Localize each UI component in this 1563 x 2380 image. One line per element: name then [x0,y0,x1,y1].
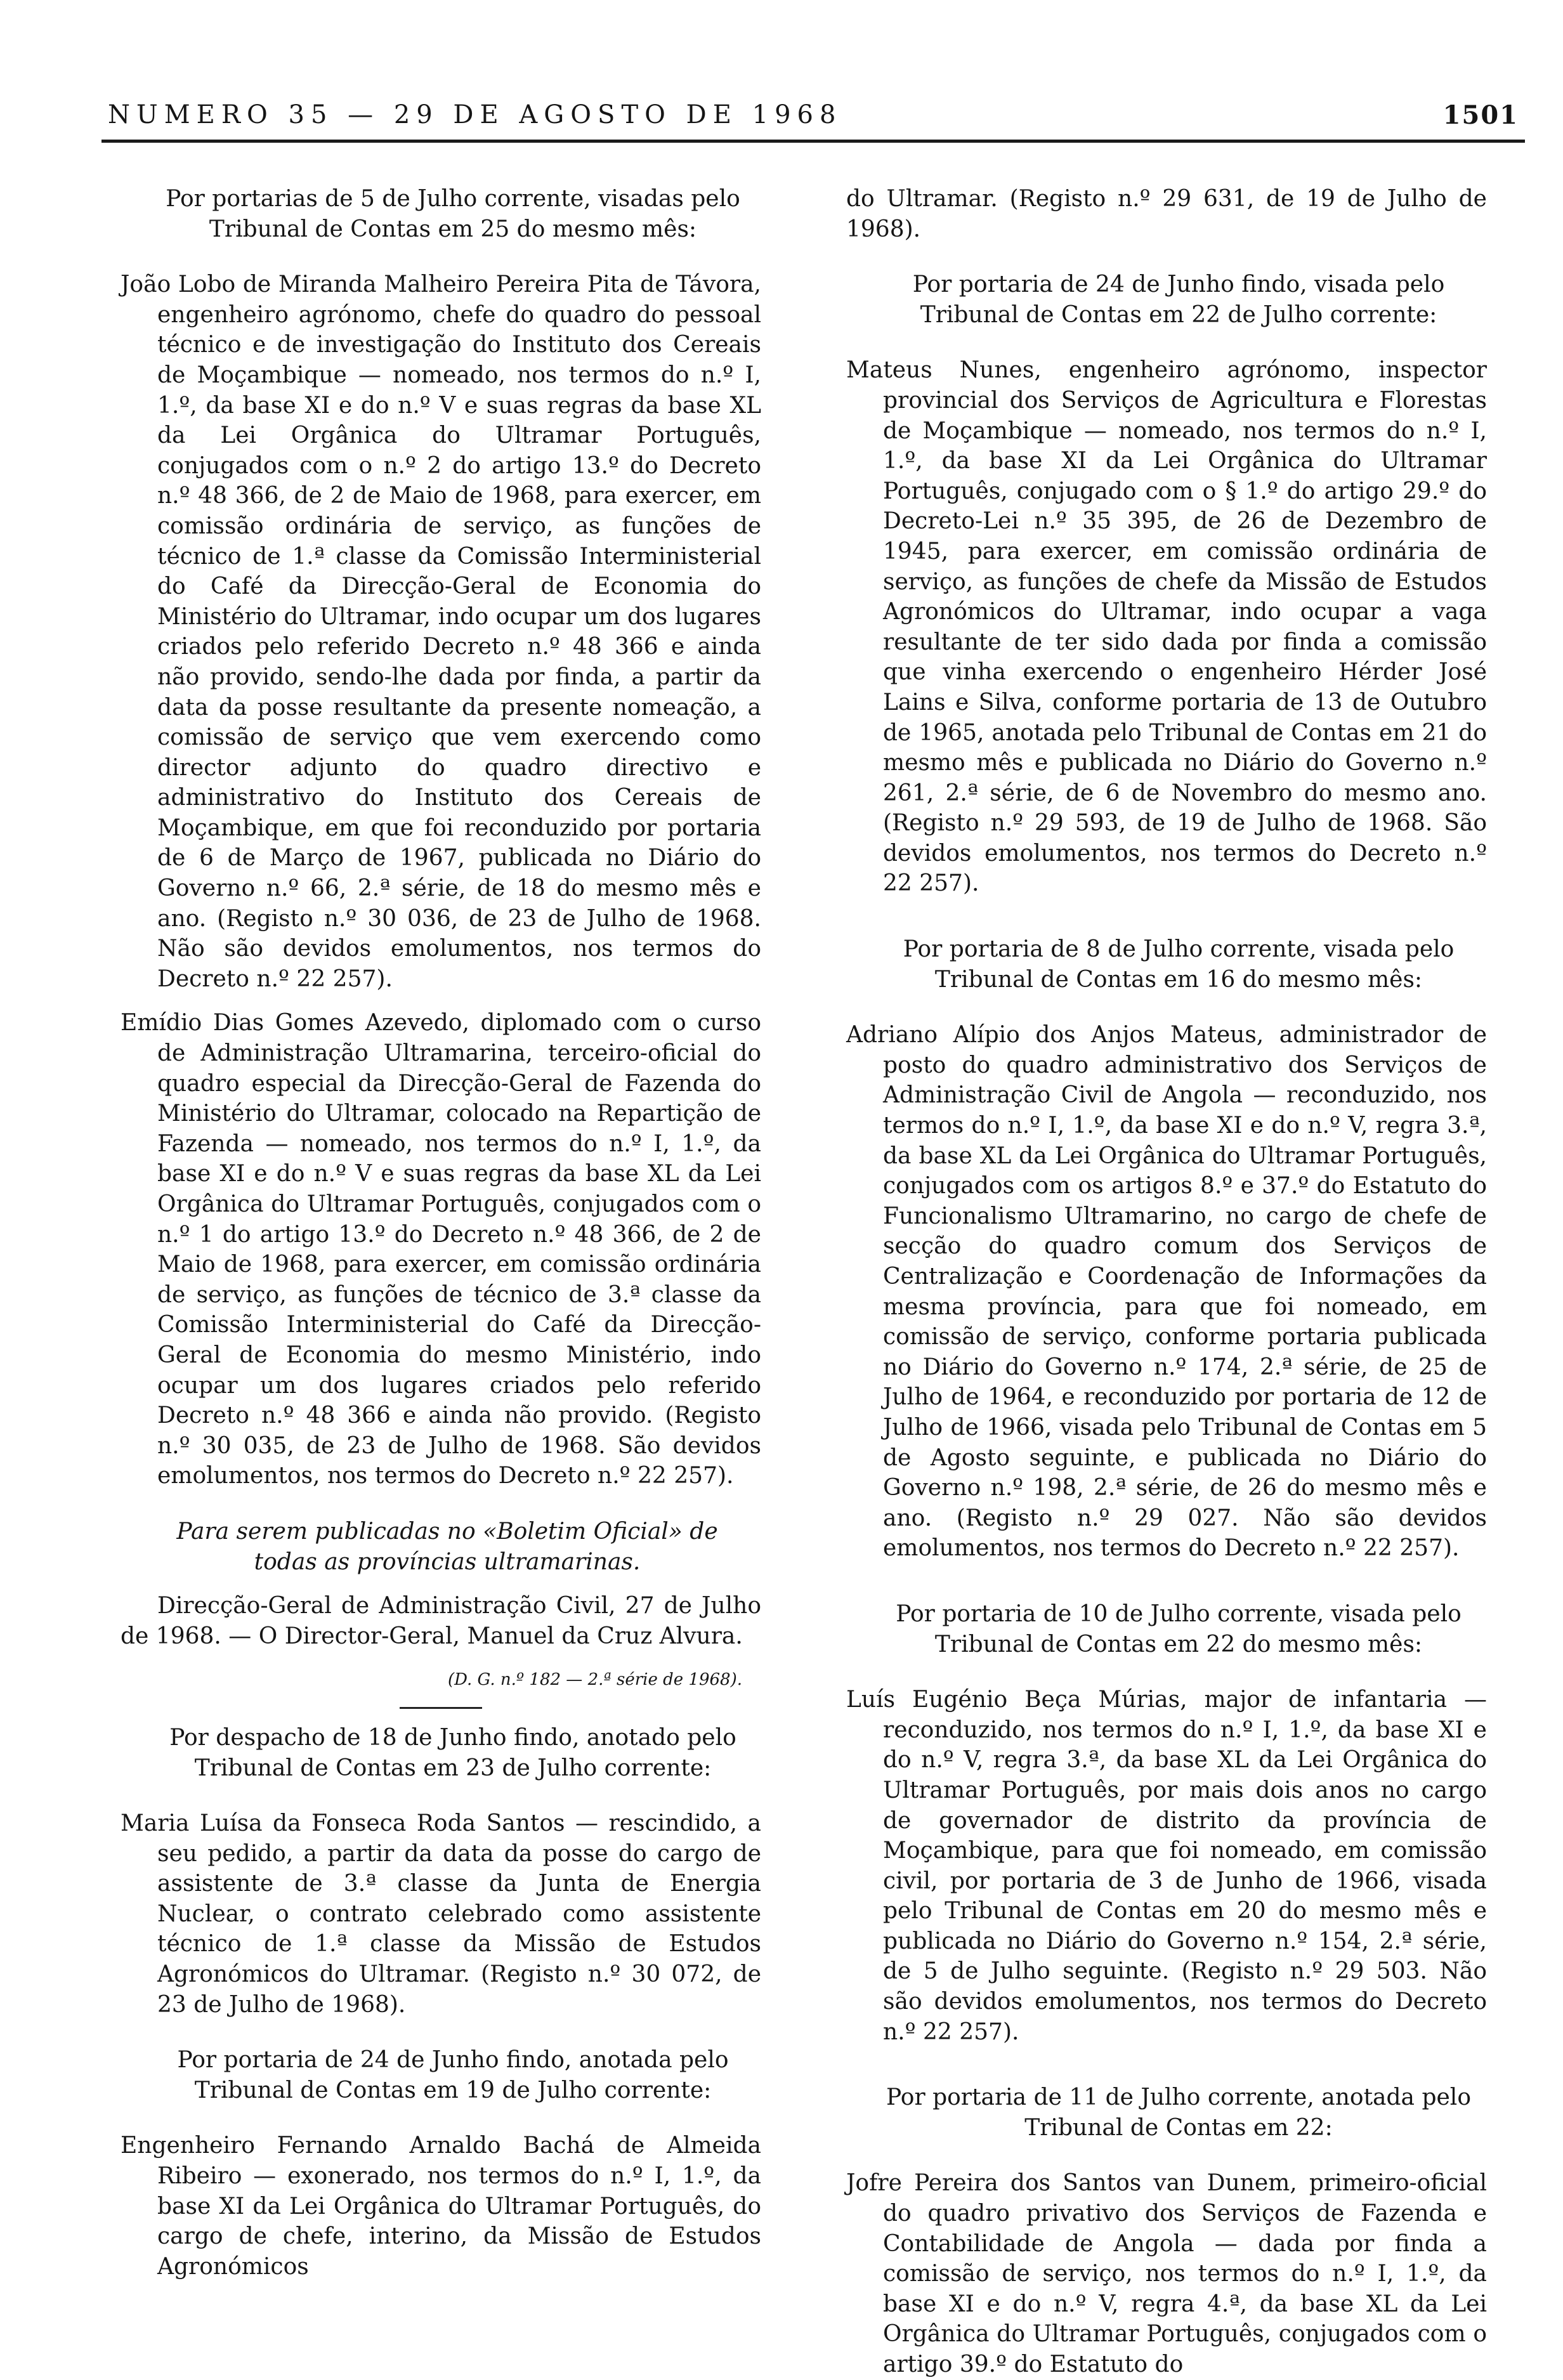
appointment-entry: Emídio Dias Gomes Azevedo, diplomado com o curso de Administração Ultramarina, terceiro-oficial do quadro especial da Direcção-Geral de Fazenda do Ministério do Ultramar, colocado na Repartição de Fazenda — nomeado, nos termos do n.º I, 1.º, da base XI e do n.º V e suas regras da base XL da Lei Orgânica do Ultramar Português, conjugados com o n.º 1 do artigo 13.º do Decreto n.º 48 366, de 2 de Maio de 1968, para exercer, em comissão ordinária de serviço, as funções de técnico de 3.ª classe da Comissão Interministerial do Café da Direcção-Geral de Economia do mesmo Ministério, indo ocupar um dos lugares criados pelo referido Decreto n.º 48 366 e ainda não provido. (Registo n.º 30 035, de 23 de Julho de 1968. São devidos emolumentos, nos termos do Decreto n.º 22 257). [121,1010,761,1489]
page-header [101,89,1525,143]
issue-title: NUMERO 35 — 29 DE AGOSTO DE 1968 [108,100,842,129]
portaria-intro: Por portarias de 5 de Julho corrente, visadas pelo Tribunal de Contas em 25 do mesmo mês: [166,186,740,242]
publication-note: Para serem publicadas no «Boletim Oficial» de todas as províncias ultramarinas. [176,1518,718,1575]
portaria-intro: Por despacho de 18 de Junho findo, anotado pelo Tribunal de Contas em 23 de Julho corrente: [169,1724,736,1781]
right-column [846,184,1487,2380]
appointment-entry: Adriano Alípio dos Anjos Mateus, administrador de posto do quadro administrativo dos Serviços de Administração Civil de Angola — reconduzido, nos termos do n.º I, 1.º, da base XI e do n.º V, regra 3.ª, da base XL da Lei Orgânica do Ultramar Português, conjugados com os artigos 8.º e 37.º do Estatuto do Funcionalismo Ultramarino, no cargo de chefe de secção do quadro comum dos Serviços de Centralização e Coordenação de Informações da mesma província, para que foi nomeado, em comissão de serviço, conforme portaria publicada no Diário do Governo n.º 174, 2.ª série, de 25 de Julho de 1964, e reconduzido por portaria de 12 de Julho de 1966, visada pelo Tribunal de Contas em 5 de Agosto seguinte, e publicada no Diário do Governo n.º 198, 2.ª série, de 26 do mesmo mês e ano. (Registo n.º 29 027. Não são devidos emolumentos, nos termos do Decreto n.º 22 257). [846,1022,1487,1562]
appointment-entry: João Lobo de Miranda Malheiro Pereira Pita de Távora, engenheiro agrónomo, chefe do quadro do pessoal técnico e de investigação do Instituto dos Cereais de Moçambique — nomeado, nos termos do n.º I, 1.º, da base XI e do n.º V e suas regras da base XL da Lei Orgânica do Ultramar Português, conjugados com o n.º 2 do artigo 13.º do Decreto n.º 48 366, de 2 de Maio de 1968, para exercer, em comissão ordinária de serviço, as funções de técnico de 1.ª classe da Comissão Interministerial do Café da Direcção-Geral de Economia do Ministério do Ultramar, indo ocupar um dos lugares criados pelo referido Decreto n.º 48 366 e ainda não provido, sendo-lhe dada por finda, a partir da data da posse resultante da presente nomeação, a comissão de serviço que vem exercendo como director adjunto do quadro directivo e administrativo do Instituto dos Cereais de Moçambique, em que foi reconduzido por portaria de 6 de Março de 1967, publicada no Diário do Governo n.º 66, 2.ª série, de 18 do mesmo mês e ano. (Registo n.º 30 036, de 23 de Julho de 1968. Não são devidos emolumentos, nos termos do Decreto n.º 22 257). [121,271,761,992]
dg-reference: (D. G. n.º 182 — 2.ª série de 1968). [447,1670,742,1690]
appointment-entry: Jofre Pereira dos Santos van Dunem, primeiro-oficial do quadro privativo dos Serviços de Fazenda e Contabilidade de Angola — dada por finda a comissão de serviço, nos termos do n.º I, 1.º, da base XI e do n.º V, regra 4.ª, da base XL da Lei Orgânica do Ultramar Português, conjugados com o artigo 39.º do Estatuto do [846,2170,1487,2377]
appointment-entry: Maria Luísa da Fonseca Roda Santos — rescindido, a seu pedido, a partir da data da posse do cargo de assistente de 3.ª classe da Junta de Energia Nuclear, o contrato celebrado como assistente técnico de 1.ª classe da Missão de Estudos Agronómicos do Ultramar. (Registo n.º 30 072, de 23 de Julho de 1968). [121,1810,761,2018]
portaria-intro: Por portaria de 10 de Julho corrente, visada pelo Tribunal de Contas em 22 do mesmo mês: [896,1600,1462,1658]
left-column [121,184,761,2282]
portaria-intro: Por portaria de 8 de Julho corrente, visada pelo Tribunal de Contas em 16 do mesmo mês: [903,936,1455,993]
section-divider [400,1707,482,1709]
signoff: Direcção-Geral de Administração Civil, 27 de Julho de 1968. — O Director-Geral, Manuel da Cruz Alvura. [121,1593,761,1649]
portaria-intro: Por portaria de 24 de Junho findo, anotada pelo Tribunal de Contas em 19 de Julho corrente: [177,2047,729,2103]
appointment-entry-continued: do Ultramar. (Registo n.º 29 631, de 19 de Julho de 1968). [846,186,1487,242]
portaria-intro: Por portaria de 24 de Junho findo, visada pelo Tribunal de Contas em 22 de Julho corrente: [912,271,1445,328]
portaria-intro: Por portaria de 11 de Julho corrente, anotada pelo Tribunal de Contas em 22: [886,2084,1471,2141]
appointment-entry: Mateus Nunes, engenheiro agrónomo, inspector provincial dos Serviços de Agricultura e Florestas de Moçambique — nomeado, nos termos do n.º I, 1.º, da base XI da Lei Orgânica do Ultramar Português, conjugado com o § 1.º do artigo 29.º do Decreto-Lei n.º 35 395, de 26 de Dezembro de 1945, para exercer, em comissão ordinária de serviço, as funções de chefe da Missão de Estudos Agronómicos do Ultramar, indo ocupar a vaga resultante de ter sido dada por finda a comissão que vinha exercendo o engenheiro Hérder José Lains e Silva, conforme portaria de 13 de Outubro de 1965, anotada pelo Tribunal de Contas em 21 do mesmo mês e publicada no Diário do Governo n.º 261, 2.ª série, de 6 de Novembro do mesmo ano. (Registo n.º 29 593, de 19 de Julho de 1968. São devidos emolumentos, nos termos do Decreto n.º 22 257). [846,357,1487,897]
appointment-entry: Luís Eugénio Beça Múrias, major de infantaria — reconduzido, nos termos do n.º I, 1.º, da base XI e do n.º V, regra 3.ª, da base XL da Lei Orgânica do Ultramar Português, por mais dois anos no cargo de governador de distrito da província de Moçambique, para que foi nomeado, em comissão civil, por portaria de 3 de Junho de 1966, visada pelo Tribunal de Contas em 20 do mesmo mês e publicada no Diário do Governo n.º 154, 2.ª série, de 5 de Julho seguinte. (Registo n.º 29 503. Não são devidos emolumentos, nos termos do Decreto n.º 22 257). [846,1687,1487,2045]
appointment-entry: Engenheiro Fernando Arnaldo Bachá de Almeida Ribeiro — exonerado, nos termos do n.º I, 1.º, da base XI da Lei Orgânica do Ultramar Português, do cargo de chefe, interino, da Missão de Estudos Agronómicos [121,2133,761,2280]
page-number: 1501 [1442,100,1519,130]
